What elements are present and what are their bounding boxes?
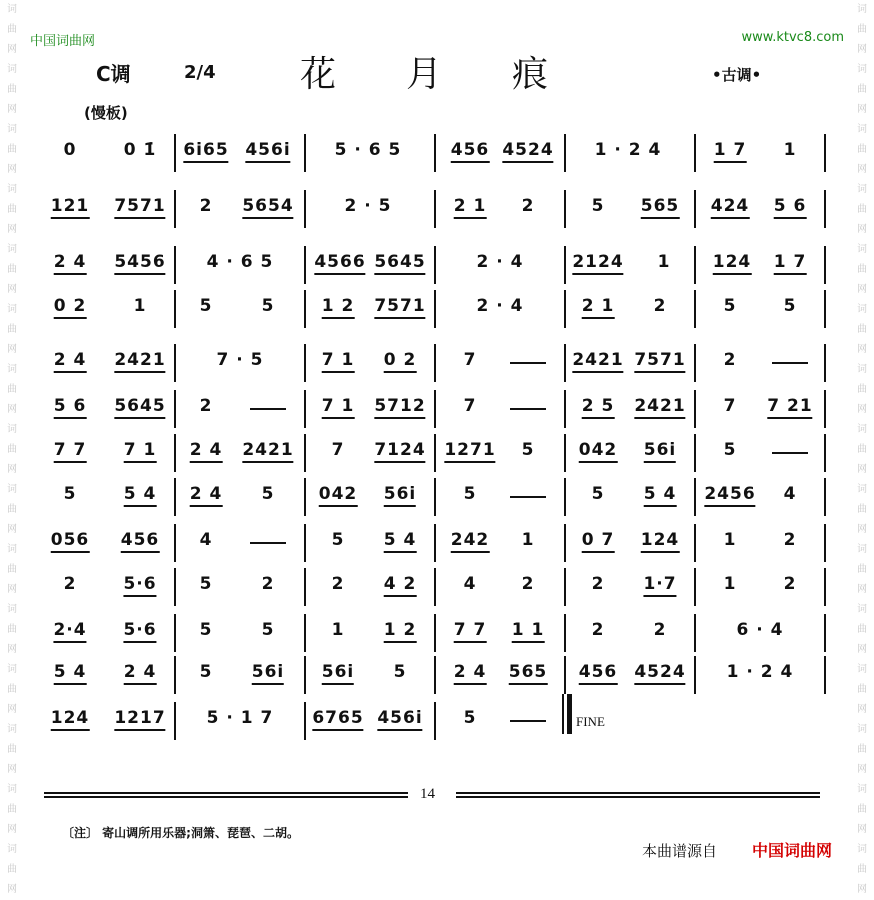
note-group: 1 [133,296,147,316]
note-group: 5 [591,196,605,216]
barline [304,390,306,428]
barline [434,478,436,516]
note-group: 124 [51,708,90,731]
note-group: 2 [331,574,345,594]
barline [304,246,306,284]
note-group: 5 4 [124,484,157,507]
note-group: 1 · 2 4 [594,140,662,160]
barline [174,390,176,428]
note-group: 4 · 6 5 [206,252,274,272]
note-group: 456 [121,530,160,553]
final-barline-thick [567,694,572,734]
note-group: 5 · 1 7 [206,708,274,728]
note-group: 6 · 4 [736,620,784,640]
score-line [0,396,874,440]
barline [694,656,696,694]
note-group: 2 [261,574,275,594]
note-group: 1 [723,530,737,550]
note-group: 7 1 [322,396,355,419]
note-group: 2 [653,296,667,316]
note-group: 565 [509,662,548,685]
note-group: 56i [384,484,416,507]
note-group: 2 [591,574,605,594]
barline [824,524,826,562]
time-signature: 2/4 [184,62,216,83]
note-group: 7 [463,396,477,416]
note-group: 7 · 5 [216,350,264,370]
note-group: 0 2 [384,350,417,373]
note-group: 4 [199,530,213,550]
note-group: 5 [261,484,275,504]
barline [824,614,826,652]
footer-rule-left [44,792,408,794]
note-group: 7 [331,440,345,460]
note-group: 121 [51,196,90,219]
note-group: 1 1 [512,620,545,643]
barline [174,134,176,172]
barline [174,524,176,562]
fine-marking: FINE [576,714,605,729]
note-group: 2 [199,196,213,216]
note-group: 456 [579,662,618,685]
barline [304,702,306,740]
key-signature: C调 [96,62,131,86]
score-line [0,296,874,340]
score-line [0,620,874,664]
note-group: 2 [521,574,535,594]
barline [304,134,306,172]
barline [174,478,176,516]
barline [564,190,566,228]
note-group: 056 [51,530,90,553]
note-group: 456 [451,140,490,163]
barline [824,246,826,284]
note-group: 1 [723,574,737,594]
barline [434,524,436,562]
note-group: 2421 [572,350,623,373]
barline [564,524,566,562]
final-barline-thin [562,694,564,734]
barline [174,702,176,740]
note-group: 2 [63,574,77,594]
note-group: 5·6 [123,574,156,597]
note-group: 1217 [114,708,165,731]
sustain-dash [250,408,286,410]
barline [434,190,436,228]
note-group: 2421 [634,396,685,419]
footer-rule-right-2 [456,796,820,798]
note-group: 7 [723,396,737,416]
note-group: 2421 [242,440,293,463]
tempo-marking: (慢板) [84,104,128,122]
barline [304,656,306,694]
note-group: 2 1 [582,296,615,319]
barline [824,190,826,228]
score-line [0,350,874,394]
barline [434,702,436,740]
note-group: 242 [451,530,490,553]
note-group: 2 4 [454,662,487,685]
note-group: 2 · 5 [344,196,392,216]
barline [304,614,306,652]
note-group: 1 7 [714,140,747,163]
barline [824,290,826,328]
barline [174,656,176,694]
sustain-dash [510,408,546,410]
note-group: 5 [63,484,77,504]
left-watermark-strip: 词曲网词曲网词曲网词曲网词曲网词曲网词曲网词曲网词曲网词曲网词曲网词曲网词曲网词曲网词曲网 [7,4,17,895]
barline [434,568,436,606]
right-watermark-strip: 词曲网词曲网词曲网词曲网词曲网词曲网词曲网词曲网词曲网词曲网词曲网词曲网词曲网词曲网词曲网 [857,4,867,895]
note-group: 124 [713,252,752,275]
barline [824,134,826,172]
note-group: 2 4 [124,662,157,685]
barline [694,614,696,652]
note-group: 1 [331,620,345,640]
barline [174,434,176,472]
score-line [0,484,874,528]
barline [694,568,696,606]
score-line [0,196,874,240]
sustain-dash [510,362,546,364]
barline [174,344,176,382]
footer-rule-left-2 [44,796,408,798]
note-group: 042 [319,484,358,507]
site-watermark-left[interactable]: 中国词曲网 [30,34,96,49]
note-group: 1 2 [384,620,417,643]
barline [434,134,436,172]
barline [694,190,696,228]
note-group: 5 4 [54,662,87,685]
note-group: 1 [657,252,671,272]
sustain-dash [772,362,808,364]
barline [694,344,696,382]
note-group: 1 · 2 4 [726,662,794,682]
note-group: 5 [199,620,213,640]
barline [564,614,566,652]
note-group: 0 1̇ [123,140,157,160]
barline [174,614,176,652]
note-group: 4566 [314,252,365,275]
note-group: 4524 [502,140,553,163]
note-group: 5 [199,574,213,594]
barline [434,344,436,382]
footnote: 〔注〕 寄山调所用乐器;洞箫、琵琶、二胡。 [62,826,299,840]
barline [434,614,436,652]
note-group: 456i [245,140,290,163]
note-group: 1·7 [643,574,676,597]
note-group: 2 5 [582,396,615,419]
note-group: 124 [641,530,680,553]
barline [304,524,306,562]
barline [434,434,436,472]
barline [694,434,696,472]
sustain-dash [510,496,546,498]
note-group: 042 [579,440,618,463]
note-group: 2421 [114,350,165,373]
barline [434,656,436,694]
note-group: 424 [711,196,750,219]
barline [304,344,306,382]
barline [434,290,436,328]
note-group: 2 [723,350,737,370]
note-group: 56i [644,440,676,463]
note-group: 5 [783,296,797,316]
note-group: 565 [641,196,680,219]
note-group: 5 [591,484,605,504]
barline [694,290,696,328]
barline [824,390,826,428]
note-group: 5456 [114,252,165,275]
barline [304,290,306,328]
note-group: 2 [653,620,667,640]
barline [304,434,306,472]
page-title: 花月痕 [300,54,619,95]
note-group: 56i [252,662,284,685]
barline [824,344,826,382]
note-group: 5 [463,708,477,728]
barline [694,246,696,284]
score-line [0,440,874,484]
barline [564,246,566,284]
note-group: 5645 [114,396,165,419]
note-group: 2 4 [54,350,87,373]
barline [304,478,306,516]
note-group: 5645 [374,252,425,275]
note-group: 7 7 [454,620,487,643]
barline [564,290,566,328]
score-line [0,708,874,752]
barline [564,134,566,172]
note-group: 1 2 [322,296,355,319]
note-group: 5712 [374,396,425,419]
barline [564,344,566,382]
barline [174,190,176,228]
note-group: 5 [723,440,737,460]
note-group: 5 [463,484,477,504]
barline [304,190,306,228]
note-group: 2 4 [54,252,87,275]
barline [824,568,826,606]
note-group: 456i [377,708,422,731]
barline [824,434,826,472]
score-line [0,662,874,706]
barline [434,390,436,428]
barline [824,478,826,516]
score-line [0,140,874,184]
note-group: 5 6 [774,196,807,219]
note-group: 0 2 [54,296,87,319]
note-group: 6i65 [183,140,228,163]
note-group: 7571 [374,296,425,319]
note-group: 5 4 [384,530,417,553]
note-group: 2 4 [190,484,223,507]
note-group: 1271 [444,440,495,463]
barline [564,434,566,472]
note-group: 2124 [572,252,623,275]
note-group: 1 [783,140,797,160]
sustain-dash [772,452,808,454]
note-group: 2 [783,574,797,594]
note-group: 0 7 [582,530,615,553]
note-group: 2456 [704,484,755,507]
note-group: 4 2 [384,574,417,597]
note-group: 7124 [374,440,425,463]
note-group: 5 [723,296,737,316]
note-group: 5 [261,620,275,640]
barline [694,524,696,562]
note-group: 5 4 [644,484,677,507]
note-group: 5 [393,662,407,682]
note-group: 7 1 [124,440,157,463]
barline [174,246,176,284]
note-group: 7 1 [322,350,355,373]
mode-label: •古调• [712,66,762,84]
note-group: 5·6 [123,620,156,643]
barline [694,134,696,172]
note-group: 2 [591,620,605,640]
sustain-dash [250,542,286,544]
barline [824,656,826,694]
barline [564,390,566,428]
barline [174,568,176,606]
score-line [0,252,874,296]
note-group: 2 1 [454,196,487,219]
score-line [0,530,874,574]
note-group: 2 · 4 [476,296,524,316]
note-group: 4524 [634,662,685,685]
note-group: 5 [521,440,535,460]
note-group: 5 6 [54,396,87,419]
source-brand-link[interactable]: 中国词曲网 [752,841,833,860]
note-group: 2 [521,196,535,216]
site-watermark-right[interactable]: www.ktvc8.com [741,30,844,45]
note-group: 5 [331,530,345,550]
note-group: 2 4 [190,440,223,463]
note-group: 7 7 [54,440,87,463]
note-group: 1 [521,530,535,550]
note-group: 5 [199,296,213,316]
note-group: 2·4 [53,620,86,643]
note-group: 7 21 [767,396,812,419]
barline [174,290,176,328]
note-group: 4 [783,484,797,504]
note-group: 7 [463,350,477,370]
note-group: 5654 [242,196,293,219]
barline [694,478,696,516]
barline [694,390,696,428]
source-label: 本曲谱源自 [642,842,718,860]
barline [564,568,566,606]
note-group: 1 7 [774,252,807,275]
note-group: 0 [63,140,77,160]
note-group: 7571 [634,350,685,373]
note-group: 56i [322,662,354,685]
barline [434,246,436,284]
page-number: 14 [420,786,435,802]
barline [564,478,566,516]
footer-rule-right [456,792,820,794]
note-group: 7571 [114,196,165,219]
barline [564,656,566,694]
note-group: 4 [463,574,477,594]
note-group: 5 [261,296,275,316]
note-group: 5 · 6 5 [334,140,402,160]
barline [304,568,306,606]
note-group: 6765 [312,708,363,731]
note-group: 2 · 4 [476,252,524,272]
note-group: 5 [199,662,213,682]
note-group: 2 [199,396,213,416]
score-line [0,574,874,618]
sustain-dash [510,720,546,722]
note-group: 2 [783,530,797,550]
